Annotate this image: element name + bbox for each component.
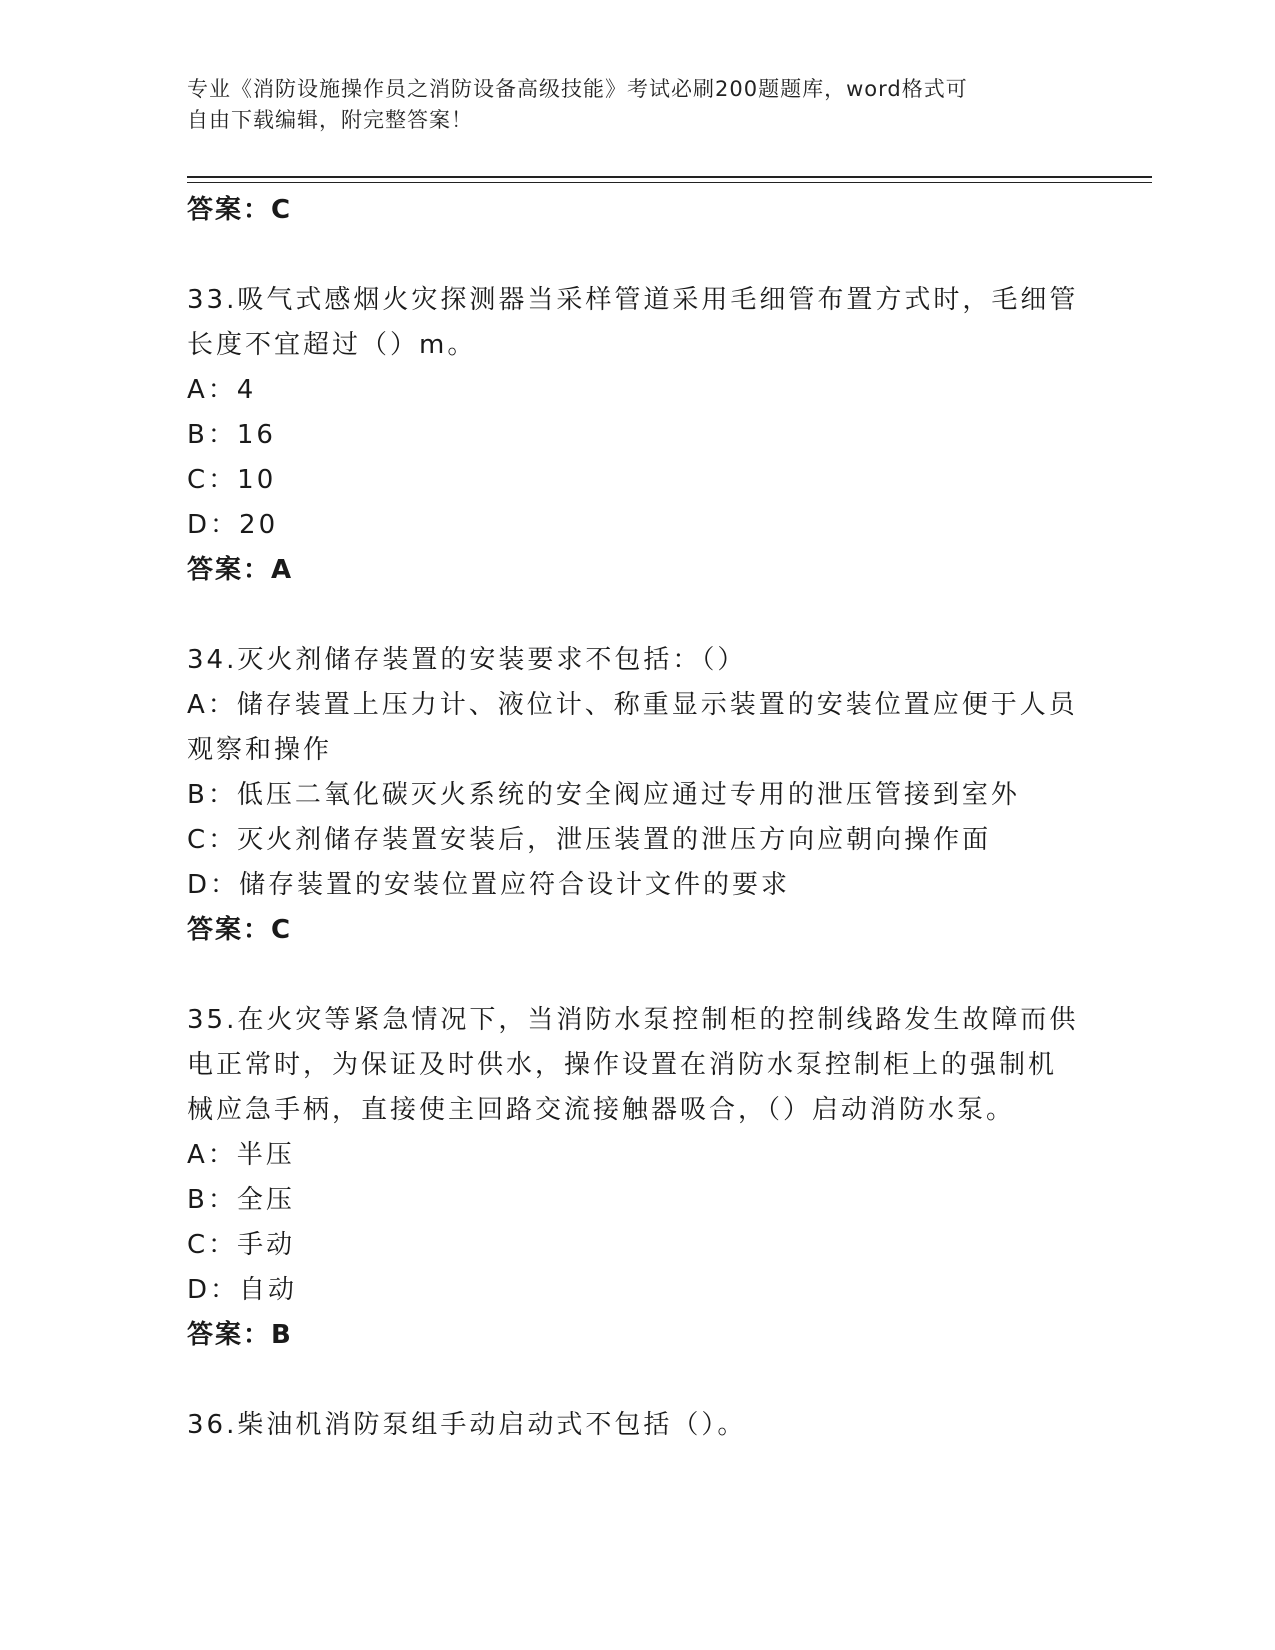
- question-33-stem-line-1: 33.吸气式感烟火灾探测器当采样管道采用毛细管布置方式时，毛细管: [187, 285, 1079, 315]
- question-33-option-d: D：20: [187, 510, 279, 540]
- question-34-option-d: D：储存装置的安装位置应符合设计文件的要求: [187, 870, 791, 900]
- question-35-stem-line-3: 械应急手柄，直接使主回路交流接触器吸合，（）启动消防水泵。: [187, 1095, 1016, 1125]
- question-34-answer: 答案：C: [187, 915, 293, 945]
- question-34-stem: 34.灭火剂储存装置的安装要求不包括：（）: [187, 645, 747, 675]
- spacer: [187, 233, 1087, 278]
- question-34-option-a-line-2: 观察和操作: [187, 735, 333, 765]
- question-35-answer: 答案：B: [187, 1320, 293, 1350]
- question-35-stem-line-1: 35.在火灾等紧急情况下，当消防水泵控制柜的控制线路发生故障而供: [187, 1005, 1079, 1035]
- question-35-option-d: D：自动: [187, 1275, 298, 1305]
- question-33-answer: 答案：A: [187, 555, 294, 585]
- question-35-option-b: B：全压: [187, 1185, 295, 1215]
- previous-answer: 答案：C: [187, 195, 293, 225]
- question-35-option-c: C：手动: [187, 1230, 296, 1260]
- question-35: [187, 998, 1087, 1358]
- question-34-option-b: B：低压二氧化碳灭火系统的安全阀应通过专用的泄压管接到室外: [187, 780, 1020, 810]
- question-33-option-a: A：4: [187, 375, 257, 405]
- document-body: [187, 188, 1087, 1448]
- header-divider-thin: [187, 182, 1152, 183]
- question-33-stem-line-2: 长度不宜超过（）m。: [187, 330, 477, 360]
- header-line-2: 自由下载编辑，附完整答案！: [187, 108, 473, 132]
- question-35-stem-line-2: 电正常时，为保证及时供水，操作设置在消防水泵控制柜上的强制机: [187, 1050, 1058, 1080]
- question-34: [187, 638, 1087, 953]
- header-line-1: 专业《消防设施操作员之消防设备高级技能》考试必刷200题题库，word格式可: [187, 77, 968, 101]
- question-34-option-a-line-1: A：储存装置上压力计、液位计、称重显示装置的安装位置应便于人员: [187, 690, 1078, 720]
- question-36-stem: 36.柴油机消防泵组手动启动式不包括（）。: [187, 1410, 747, 1440]
- question-33: [187, 278, 1087, 593]
- question-34-option-c: C：灭火剂储存装置安装后，泄压装置的泄压方向应朝向操作面: [187, 825, 992, 855]
- spacer: [187, 1358, 1087, 1403]
- header-divider-thick: [187, 176, 1152, 178]
- question-33-option-c: C：10: [187, 465, 277, 495]
- question-35-option-a: A：半压: [187, 1140, 295, 1170]
- spacer: [187, 593, 1087, 638]
- page-header: [187, 74, 1067, 136]
- question-33-option-b: B：16: [187, 420, 276, 450]
- question-36: [187, 1403, 1087, 1448]
- spacer: [187, 953, 1087, 998]
